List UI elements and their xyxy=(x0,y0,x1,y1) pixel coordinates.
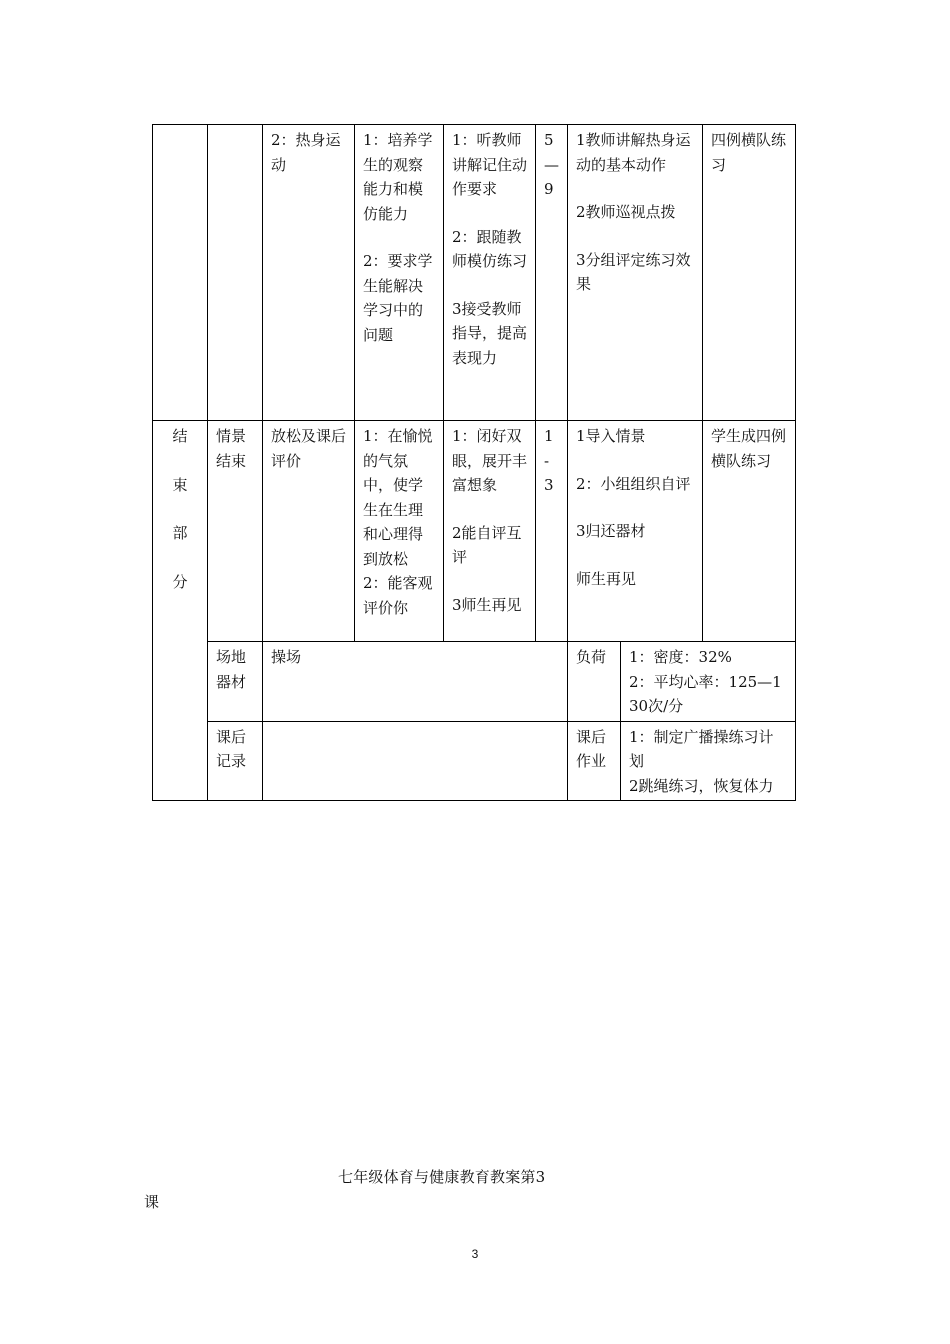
lesson-plan-table xyxy=(152,124,796,801)
time-cell: 5 — 9 xyxy=(536,125,568,421)
venue-value: 操场 xyxy=(263,642,568,722)
organization-cell: 四例横队练习 xyxy=(703,125,796,421)
load-values: 1：密度：32% 2：平均心率：125—130次/分 xyxy=(621,642,796,722)
table-row-ending xyxy=(153,421,796,642)
scenario-cell-empty xyxy=(208,125,263,421)
content-cell: 2：热身运动 xyxy=(263,125,355,421)
homework-values: 1：制定广播操练习计划 2跳绳练习，恢复体力 xyxy=(621,721,796,801)
time-cell: 1 - 3 xyxy=(536,421,568,642)
student-activities-cell: 1：闭好双眼，展开丰富想象 2能自评互评 3师生再见 xyxy=(444,421,536,642)
document-title-continuation: 课 xyxy=(144,1193,160,1211)
section-label-ending: 结 束 部 分 xyxy=(153,421,208,801)
organization-cell: 学生成四例横队练习 xyxy=(703,421,796,642)
objectives-cell: 1：在愉悦的气氛中，使学生在生理和心理得到放松 2：能客观评价你 xyxy=(355,421,444,642)
section-cell-empty xyxy=(153,125,208,421)
scenario-cell: 情景结束 xyxy=(208,421,263,642)
homework-label: 课后作业 xyxy=(568,721,621,801)
table-row-venue xyxy=(153,642,796,722)
objectives-cell: 1：培养学生的观察能力和模仿能力 2：要求学生能解决学习中的问题 xyxy=(355,125,444,421)
content-cell: 放松及课后评价 xyxy=(263,421,355,642)
table-row-record xyxy=(153,721,796,801)
teacher-activities-cell: 1教师讲解热身运动的基本动作 2教师巡视点拨 3分组评定练习效果 xyxy=(568,125,703,421)
venue-label: 场地器材 xyxy=(208,642,263,722)
document-title: 七年级体育与健康教育教案第3 xyxy=(338,1168,546,1186)
teacher-activities-cell: 1导入情景 2：小组组织自评 3归还器材 师生再见 xyxy=(568,421,703,642)
student-activities-cell: 1：听教师讲解记住动作要求 2：跟随教师模仿练习 3接受教师指导，提高表现力 xyxy=(444,125,536,421)
load-label: 负荷 xyxy=(568,642,621,722)
record-label: 课后记录 xyxy=(208,721,263,801)
table-row-warmup xyxy=(153,125,796,421)
page-number: 3 xyxy=(471,1247,479,1261)
record-value xyxy=(263,721,568,801)
